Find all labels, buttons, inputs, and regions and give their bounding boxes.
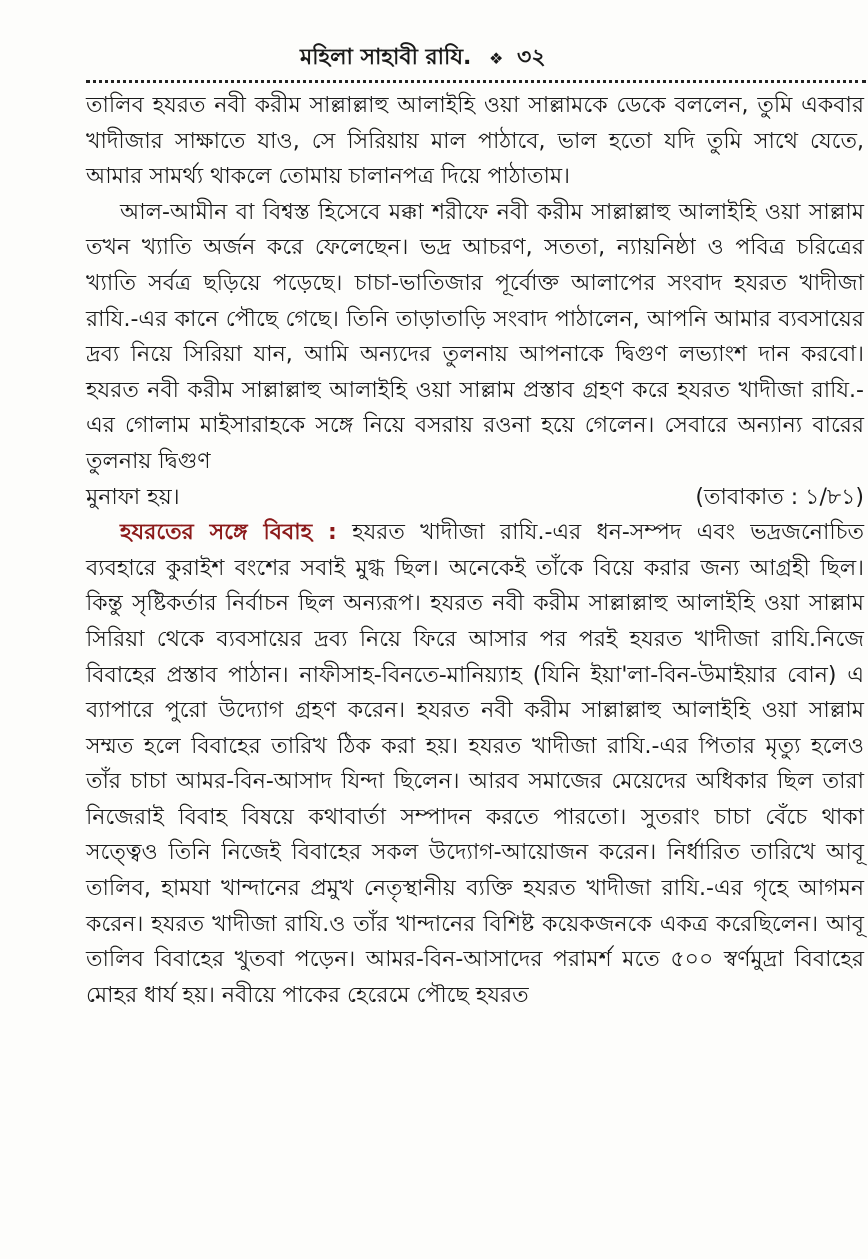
page-number: ৩২: [517, 45, 546, 70]
paragraph-3: [86, 515, 864, 1013]
running-head: [300, 40, 720, 76]
citation: (তাবাকাত : ১/৮১): [695, 484, 864, 510]
running-head-title: মহিলা সাহাবী রাযি.: [300, 45, 472, 70]
paragraph-3-text: হযরত খাদীজা রাযি.-এর ধন-সম্পদ এবং ভদ্রজনোচিত ব্যবহারে কুরাইশ বংশের সবাই মুগ্ধ ছিল। অনেকেই তাঁকে বিয়ে করার জন্য আগ্রহী ছিল। কিন্তু সৃষ্টিকর্তার নির্বাচন ছিল অন্যরূপ। হযরত নবী করীম সাল্লাল্লাহু আলাইহি ওয়া সাল্লাম সিরিয়া থেকে ব্যবসায়ের দ্রব্য নিয়ে ফিরে আসার পর পরই হযরত খাদীজা রাযি.নিজে বিবাহের প্রস্তাব পাঠান। নাফীসাহ-বিনতে-মানিয়্যাহ (যিনি ইয়া'লা-বিন-উমাইয়ার বোন) এ ব্যাপারে পুরো উদ্যোগ গ্রহণ করেন। হযরত নবী করীম সাল্লাল্লাহু আলাইহি ওয়া সাল্লাম সম্মত হলে বিবাহের তারিখ ঠিক করা হয়। হযরত খাদীজা রাযি.-এর পিতার মৃত্যু হলেও তাঁর চাচা আমর-বিন-আসাদ যিন্দা ছিলেন। আরব সমাজের মেয়েদের অধিকার ছিল তারা নিজেরাই বিবাহ বিষয়ে কথাবার্তা সম্পাদন করতে পারতো। সুতরাং চাচা বেঁচে থাকা সত্ত্বেও তিনি নিজেই বিবাহের সকল উদ্যোগ-আয়োজন করেন। নির্ধারিত তারিখে আবূ তালিব, হামযা খান্দানের প্রমুখ নেতৃস্থানীয় ব্যক্তি হযরত খাদীজা রাযি.-এর গৃহে আগমন করেন। হযরত খাদীজা রাযি.ও তাঁর খান্দানের বিশিষ্ট কয়েকজনকে একত্র করেছিলেন। আবূ তালিব বিবাহের খুতবা পড়েন। আমর-বিন-আসাদের পরামর্শ মতে ৫০০ স্বর্ণমুদ্রা বিবাহের মোহর ধার্য হয়। নবীয়ে পাকের হেরেমে পৌছে হযরত: [86, 520, 864, 1008]
paragraph-1: তালিব হযরত নবী করীম সাল্লাল্লাহু আলাইহি ওয়া সাল্লামকে ডেকে বললেন, তুমি একবার খাদীজার সাক্ষাতে যাও, সে সিরিয়ায় মাল পাঠাবে, ভাল হতো যদি তুমি সাথে যেতে, আমার সামর্থ্য থাকলে তোমায় চালানপত্র দিয়ে পাঠাতাম।: [86, 93, 864, 190]
dotted-rule: [86, 80, 866, 83]
section-heading: হযরতের সঙ্গে বিবাহ :: [120, 520, 337, 546]
ornament-icon: ❖: [489, 49, 504, 68]
citation-line: [86, 480, 864, 516]
paragraph-2: আল-আমীন বা বিশ্বস্ত হিসেবে মক্কা শরীফে নবী করীম সাল্লাল্লাহু আলাইহি ওয়া সাল্লাম তখন খ্যাতি অর্জন করে ফেলেছেন। ভদ্র আচরণ, সততা, ন্যায়নিষ্ঠা ও পবিত্র চরিত্রের খ্যাতি সর্বত্র ছড়িয়ে পড়েছে। চাচা-ভাতিজার পূর্বোক্ত আলাপের সংবাদ হযরত খাদীজা রাযি.-এর কানে পৌছে গেছে। তিনি তাড়াতাড়ি সংবাদ পাঠালেন, আপনি আমার ব্যবসায়ের দ্রব্য নিয়ে সিরিয়া যান, আমি অন্যদের তুলনায় আপনাকে দ্বিগুণ লভ্যাংশ দান করবো। হযরত নবী করীম সাল্লাল্লাহু আলাইহি ওয়া সাল্লাম প্রস্তাব গ্রহণ করে হযরত খাদীজা রাযি.-এর গোলাম মাইসারাহকে সঙ্গে নিয়ে বসরায় রওনা হয়ে গেলেন। সেবারে অন্যান্য বারের তুলনায় দ্বিগুণ: [86, 199, 864, 474]
paragraph-2-end: মুনাফা হয়।: [86, 484, 180, 510]
body-text: [86, 88, 864, 1013]
